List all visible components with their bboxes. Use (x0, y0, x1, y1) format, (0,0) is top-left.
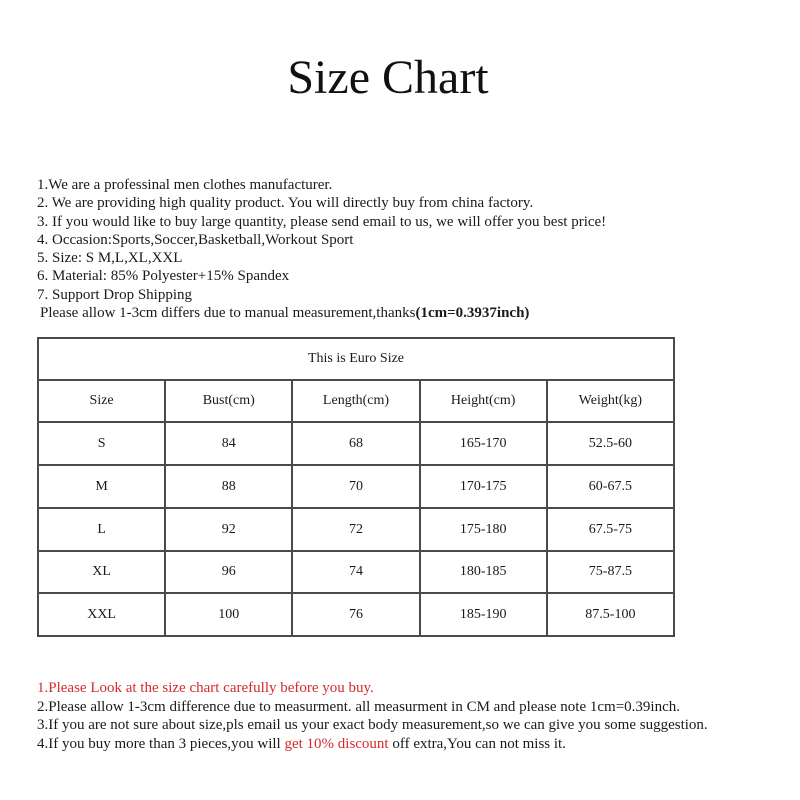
table-caption-row (38, 338, 674, 380)
table-cell: 52.5-60 (547, 422, 674, 465)
measurement-note-text: Please allow 1-3cm differs due to manual measurement,thanks (40, 305, 416, 322)
table-cell: 96 (165, 551, 292, 593)
size-table (37, 337, 675, 637)
table-row (38, 593, 674, 636)
column-header: Bust(cm) (165, 380, 292, 422)
table-cell: 92 (165, 508, 292, 551)
table-cell: 88 (165, 465, 292, 508)
info-line: 6. Material: 85% Polyester+15% Spandex (37, 268, 290, 285)
info-line: 4. Occasion:Sports,Soccer,Basketball,Workout Sport (37, 231, 354, 248)
table-cell: 75-87.5 (547, 551, 674, 593)
table-cell: 76 (292, 593, 419, 636)
column-header: Size (38, 380, 165, 422)
table-cell: XL (38, 551, 165, 593)
table-cell: L (38, 508, 165, 551)
table-row (38, 422, 674, 465)
table-cell: 87.5-100 (547, 593, 674, 636)
table-cell: 100 (165, 593, 292, 636)
table-row (38, 508, 674, 551)
table-row (38, 465, 674, 508)
column-header: Length(cm) (292, 380, 419, 422)
table-cell: 175-180 (420, 508, 547, 551)
table-cell: 165-170 (420, 422, 547, 465)
table-cell: XXL (38, 593, 165, 636)
info-line: 3. If you would like to buy large quantity, please send email to us, we will offer you best price! (37, 213, 607, 230)
info-line: 7. Support Drop Shipping (37, 286, 193, 303)
note-4 (37, 735, 787, 754)
note-1: 1.Please Look at the size chart carefully before you buy. (37, 680, 374, 696)
page-title: Size Chart (287, 51, 489, 104)
discount-highlight: get 10% discount (284, 735, 389, 752)
table-cell: 185-190 (420, 593, 547, 636)
table-cell: 70 (292, 465, 419, 508)
table-cell: 170-175 (420, 465, 547, 508)
note-4-text-end: off extra,You can not miss it. (388, 735, 566, 752)
table-cell: 60-67.5 (547, 465, 674, 508)
table-cell: 180-185 (420, 551, 547, 593)
column-header: Height(cm) (420, 380, 547, 422)
table-header-row (38, 380, 674, 422)
table-cell: 72 (292, 508, 419, 551)
table-cell: M (38, 465, 165, 508)
column-header: Weight(kg) (547, 380, 674, 422)
info-line: 5. Size: S M,L,XL,XXL (37, 250, 183, 267)
table-row (38, 551, 674, 593)
table-cell: 84 (165, 422, 292, 465)
note-2: 2.Please allow 1-3cm difference due to measurment. all measurment in CM and please note 1cm=0.39inch. (37, 698, 680, 715)
table-cell: 68 (292, 422, 419, 465)
table-cell: S (38, 422, 165, 465)
measurement-note (37, 304, 777, 322)
measurement-note-conversion: (1cm=0.3937inch) (415, 305, 530, 322)
table-caption: This is Euro Size (38, 338, 674, 380)
note-3: 3.If you are not sure about size,pls email us your exact body measurement,so we can give you some suggestion. (37, 717, 708, 733)
info-line: 2. We are providing high quality product. You will directly buy from china factory. (37, 195, 534, 212)
notes (37, 679, 787, 753)
table-cell: 67.5-75 (547, 508, 674, 551)
table-cell: 74 (292, 551, 419, 593)
note-4-text: 4.If you buy more than 3 pieces,you will (37, 735, 285, 752)
product-info (37, 176, 777, 322)
info-line: 1.We are a professinal men clothes manufacturer. (37, 177, 333, 193)
